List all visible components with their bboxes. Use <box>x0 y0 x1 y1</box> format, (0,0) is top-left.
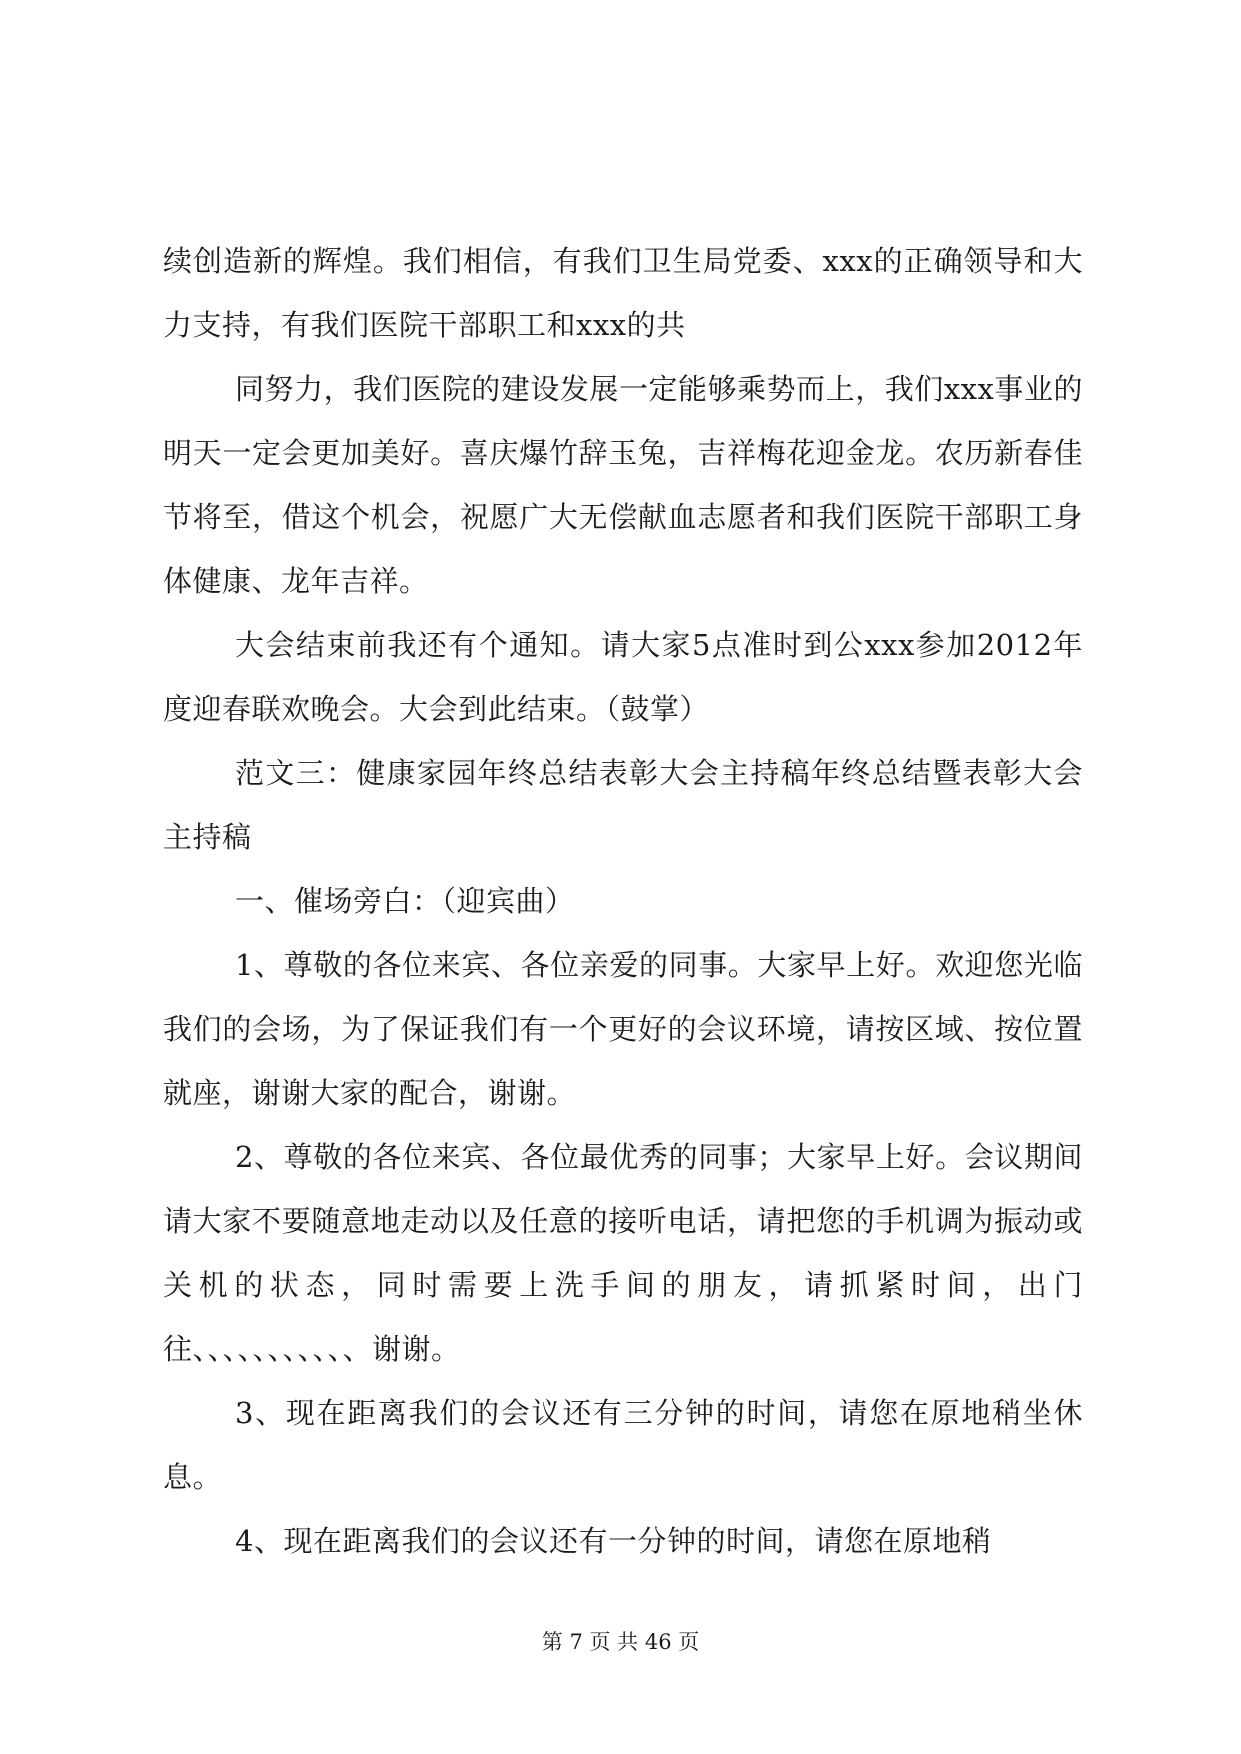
paragraph-1: 续创造新的辉煌。我们相信，有我们卫生局党委、xxx的正确领导和大力支持，有我们医院干部职工和xxx的共 <box>163 244 1083 342</box>
paragraph-3: 大会结束前我还有个通知。请大家5点准时到公xxx参加2012年度迎春联欢晚会。大会到此结束。（鼓掌） <box>163 628 1083 726</box>
paragraph-4-heading: 范文三：健康家园年终总结表彰大会主持稿年终总结暨表彰大会主持稿 <box>163 756 1083 854</box>
paragraph-5-section: 一、催场旁白：（迎宾曲） <box>235 884 575 918</box>
paragraph-7-item: 2、尊敬的各位来宾、各位最优秀的同事；大家早上好。会议期间请大家不要随意地走动以及任意的接听电话，请把您的手机调为振动或关机的状态，同时需要上洗手间的朋友，请抓紧时间，出门往、、、、、、、、、、、谢谢。 <box>163 1140 1083 1366</box>
paragraph-2: 同努力，我们医院的建设发展一定能够乘势而上，我们xxx事业的明天一定会更加美好。喜庆爆竹辞玉兔，吉祥梅花迎金龙。农历新春佳节将至，借这个机会，祝愿广大无偿献血志愿者和我们医院干部职工身体健康、龙年吉祥。 <box>163 372 1083 598</box>
document-body <box>163 229 1083 1573</box>
paragraph-8-item: 3、现在距离我们的会议还有三分钟的时间，请您在原地稍坐休息。 <box>163 1396 1083 1494</box>
page-footer: 第 7 页 共 46 页 <box>541 1630 700 1654</box>
paragraph-9-item: 4、现在距离我们的会议还有一分钟的时间，请您在原地稍 <box>235 1524 992 1558</box>
paragraph-6-item: 1、尊敬的各位来宾、各位亲爱的同事。大家早上好。欢迎您光临我们的会场，为了保证我们有一个更好的会议环境，请按区域、按位置就座，谢谢大家的配合，谢谢。 <box>163 948 1083 1110</box>
